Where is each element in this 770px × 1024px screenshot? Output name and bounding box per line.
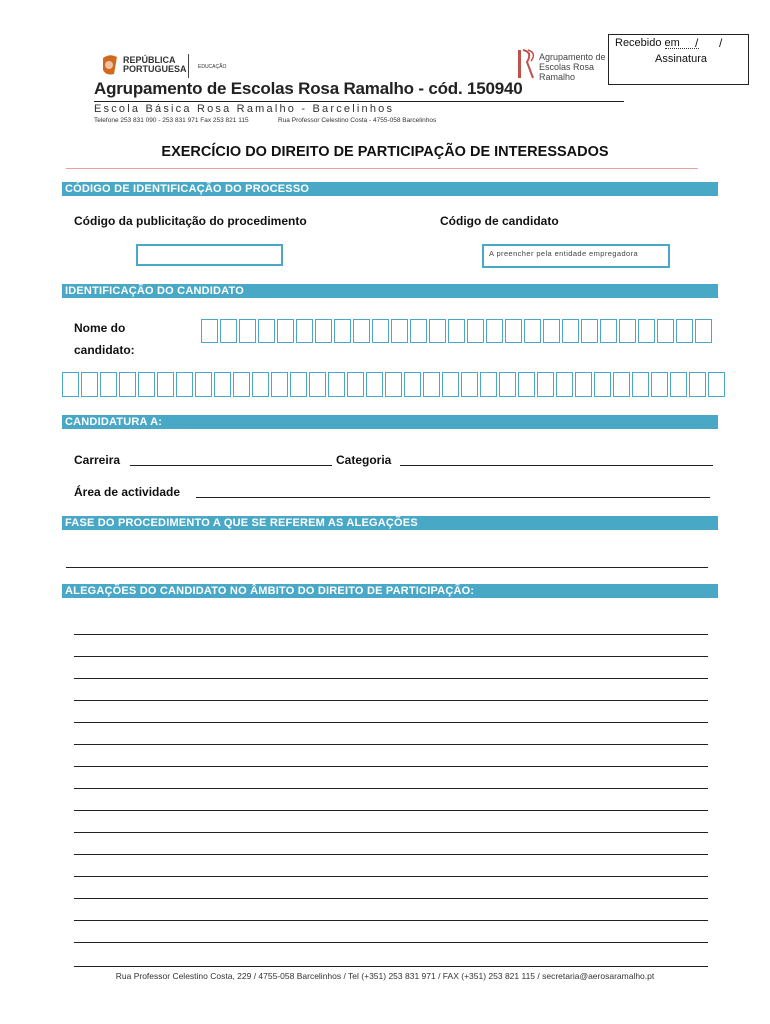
republica-portuguesa-logo <box>100 54 120 76</box>
carreira-line[interactable] <box>130 465 332 466</box>
footer-address: Rua Professor Celestino Costa, 229 / 4755-058 Barcelinhos / Tel (+351) 253 831 971 / FAX (+351) 253 821 115 / secretaria@aerosaramalho.pt <box>115 971 655 981</box>
letter-cell[interactable] <box>537 372 554 397</box>
alegacoes-line[interactable] <box>74 722 708 723</box>
alegacoes-line[interactable] <box>74 920 708 921</box>
categoria-line[interactable] <box>400 465 713 466</box>
nome-cells-row1[interactable] <box>201 319 714 343</box>
letter-cell[interactable] <box>689 372 706 397</box>
letter-cell[interactable] <box>594 372 611 397</box>
alegacoes-line[interactable] <box>74 832 708 833</box>
agrupamento-logo-text: Agrupamento de Escolas Rosa Ramalho <box>539 52 606 82</box>
letter-cell[interactable] <box>100 372 117 397</box>
carreira-label: Carreira <box>74 453 121 467</box>
letter-cell[interactable] <box>442 372 459 397</box>
school-name: Agrupamento de Escolas Rosa Ramalho - cód. 150940 <box>94 79 523 98</box>
letter-cell[interactable] <box>480 372 497 397</box>
school-contacts: Telefone 253 831 090 - 253 831 971 Fax 253 821 115 <box>94 117 249 124</box>
letter-cell[interactable] <box>632 372 649 397</box>
header-divider <box>94 101 624 102</box>
footer-rule <box>74 966 708 967</box>
letter-cell[interactable] <box>271 372 288 397</box>
letter-cell[interactable] <box>461 372 478 397</box>
letter-cell[interactable] <box>119 372 136 397</box>
nome-cells-row2[interactable] <box>62 372 727 397</box>
fase-line[interactable] <box>66 567 708 568</box>
letter-cell[interactable] <box>543 319 560 343</box>
date-slash: / <box>695 36 699 50</box>
alegacoes-line[interactable] <box>74 810 708 811</box>
letter-cell[interactable] <box>366 372 383 397</box>
letter-cell[interactable] <box>619 319 636 343</box>
letter-cell[interactable] <box>258 319 275 343</box>
codigo-candidato-label: Código de candidato <box>440 214 559 228</box>
logo-divider <box>188 54 189 78</box>
alegacoes-line[interactable] <box>74 700 708 701</box>
agrupamento-logo-icon <box>517 48 537 80</box>
letter-cell[interactable] <box>423 372 440 397</box>
letter-cell[interactable] <box>233 372 250 397</box>
letter-cell[interactable] <box>670 372 687 397</box>
letter-cell[interactable] <box>518 372 535 397</box>
alegacoes-line[interactable] <box>74 744 708 745</box>
categoria-label: Categoria <box>336 453 392 467</box>
alegacoes-line[interactable] <box>74 766 708 767</box>
title-underline <box>66 168 698 169</box>
school-address: Rua Professor Celestino Costa - 4755-058 Barcelinhos <box>278 117 437 124</box>
letter-cell[interactable] <box>651 372 668 397</box>
alegacoes-line[interactable] <box>74 876 708 877</box>
letter-cell[interactable] <box>486 319 503 343</box>
letter-cell[interactable] <box>448 319 465 343</box>
letter-cell[interactable] <box>467 319 484 343</box>
date-slash: / <box>719 36 723 50</box>
letter-cell[interactable] <box>201 319 218 343</box>
letter-cell[interactable] <box>385 372 402 397</box>
letter-cell[interactable] <box>600 319 617 343</box>
codigo-publicitacao-field[interactable] <box>136 244 283 266</box>
section-alegacoes: ALEGAÇÕES DO CANDIDATO NO ÂMBITO DO DIREITO DE PARTICIPAÇÃO: <box>62 584 718 598</box>
school-subtitle: Escola Básica Rosa Ramalho - Barcelinhos <box>94 103 395 115</box>
letter-cell[interactable] <box>252 372 269 397</box>
letter-cell[interactable] <box>328 372 345 397</box>
area-actividade-label: Área de actividade <box>74 485 181 499</box>
letter-cell[interactable] <box>429 319 446 343</box>
alegacoes-line[interactable] <box>74 854 708 855</box>
letter-cell[interactable] <box>556 372 573 397</box>
letter-cell[interactable] <box>157 372 174 397</box>
letter-cell[interactable] <box>372 319 389 343</box>
nome-label-line2: candidato: <box>74 343 135 357</box>
section-identificacao: IDENTIFICAÇÃO DO CANDIDATO <box>62 284 718 298</box>
letter-cell[interactable] <box>347 372 364 397</box>
section-codigo: CÓDIGO DE IDENTIFICAÇÃO DO PROCESSO <box>62 182 718 196</box>
letter-cell[interactable] <box>290 372 307 397</box>
letter-cell[interactable] <box>195 372 212 397</box>
letter-cell[interactable] <box>695 319 712 343</box>
letter-cell[interactable] <box>239 319 256 343</box>
letter-cell[interactable] <box>657 319 674 343</box>
letter-cell[interactable] <box>309 372 326 397</box>
republica-portuguesa-text: REPÚBLICA PORTUGUESA <box>123 55 187 74</box>
letter-cell[interactable] <box>505 319 522 343</box>
alegacoes-line[interactable] <box>74 898 708 899</box>
letter-cell[interactable] <box>62 372 79 397</box>
letter-cell[interactable] <box>708 372 725 397</box>
letter-cell[interactable] <box>353 319 370 343</box>
section-candidatura: CANDIDATURA A: <box>62 415 718 429</box>
received-date-dots <box>665 48 699 49</box>
alegacoes-line[interactable] <box>74 942 708 943</box>
letter-cell[interactable] <box>220 319 237 343</box>
letter-cell[interactable] <box>676 319 693 343</box>
letter-cell[interactable] <box>581 319 598 343</box>
codigo-publicitacao-label: Código da publicitação do procedimento <box>74 214 307 228</box>
letter-cell[interactable] <box>638 319 655 343</box>
letter-cell[interactable] <box>499 372 516 397</box>
alegacoes-line[interactable] <box>74 634 708 635</box>
alegacoes-line[interactable] <box>74 678 708 679</box>
area-actividade-line[interactable] <box>196 497 710 498</box>
educacao-label: EDUCAÇÃO <box>198 64 227 70</box>
letter-cell[interactable] <box>296 319 313 343</box>
reception-stamp-box <box>608 34 749 85</box>
signature-label: Assinatura <box>655 53 707 65</box>
alegacoes-line[interactable] <box>74 788 708 789</box>
letter-cell[interactable] <box>334 319 351 343</box>
letter-cell[interactable] <box>81 372 98 397</box>
codigo-candidato-field[interactable]: A preencher pela entidade empregadora <box>482 244 670 268</box>
letter-cell[interactable] <box>214 372 231 397</box>
letter-cell[interactable] <box>176 372 193 397</box>
letter-cell[interactable] <box>391 319 408 343</box>
section-fase: FASE DO PROCEDIMENTO A QUE SE REFEREM AS ALEGAÇÕES <box>62 516 718 530</box>
alegacoes-line[interactable] <box>74 656 708 657</box>
letter-cell[interactable] <box>524 319 541 343</box>
letter-cell[interactable] <box>562 319 579 343</box>
letter-cell[interactable] <box>315 319 332 343</box>
letter-cell[interactable] <box>277 319 294 343</box>
document-title: EXERCÍCIO DO DIREITO DE PARTICIPAÇÃO DE INTERESSADOS <box>161 144 609 160</box>
letter-cell[interactable] <box>410 319 427 343</box>
received-label: Recebido em <box>615 37 680 49</box>
letter-cell[interactable] <box>575 372 592 397</box>
letter-cell[interactable] <box>404 372 421 397</box>
letter-cell[interactable] <box>138 372 155 397</box>
nome-label-line1: Nome do <box>74 321 126 335</box>
letter-cell[interactable] <box>613 372 630 397</box>
